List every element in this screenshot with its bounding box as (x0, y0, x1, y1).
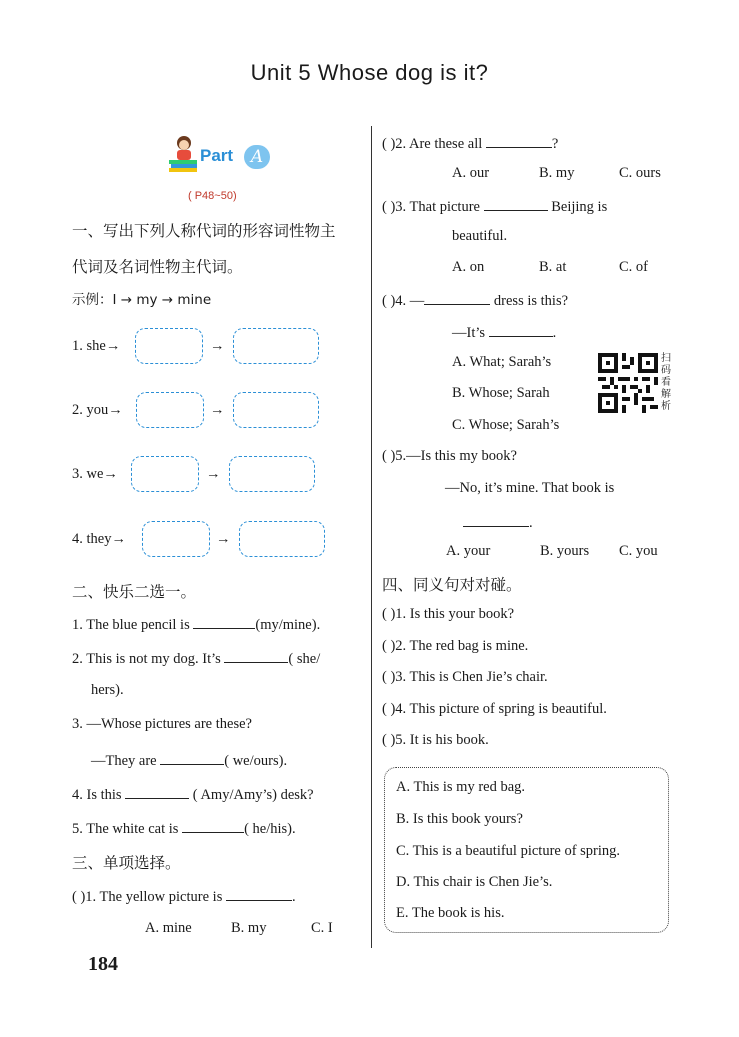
qr-scan-label: 扫码看解析 (661, 353, 671, 412)
question-text: 5. The white cat is (72, 821, 179, 837)
qr-code[interactable] (598, 353, 658, 418)
answer-box-you-2[interactable] (233, 392, 319, 428)
answer-blank[interactable] (160, 750, 224, 765)
answer-option: B. Is this book yours? (396, 811, 523, 827)
mc-option: B. my (231, 920, 267, 936)
arrow: → (206, 466, 221, 482)
question-text: dress is this? (493, 293, 569, 309)
mc-option: B. yours (540, 543, 590, 559)
choice-question-5 (72, 818, 296, 838)
answer-option: E. The book is his. (396, 905, 505, 921)
answer-option: C. This is a beautiful picture of spring. (396, 843, 621, 859)
mc-question-5-blank-line (463, 512, 533, 532)
answer-box-she-1[interactable] (135, 328, 203, 364)
qr-code-icon (598, 353, 658, 413)
answer-box-you-1[interactable] (136, 392, 204, 428)
mc-option: B. Whose; Sarah (452, 385, 550, 401)
page-reference: ( P48~50) (188, 190, 237, 202)
student-reading-icon (165, 133, 199, 173)
mc-question-3-cont: beautiful. (452, 228, 508, 244)
mc-option: C. ours (619, 165, 661, 181)
question-text: —It’s (452, 325, 486, 341)
arrow: → (216, 531, 231, 547)
answer-blank[interactable] (424, 290, 490, 305)
question-text: ( she/ (288, 651, 321, 667)
choice-question-2-cont: hers). (91, 682, 124, 698)
question-text: ( )2. Are these all (382, 136, 483, 152)
pronoun-item-she: 1. she→ (72, 338, 121, 354)
mc-question-5-reply: —No, it’s mine. That book is (445, 480, 615, 496)
answer-blank[interactable] (463, 512, 529, 527)
mc-option: A. on (452, 259, 485, 275)
question-text: . (529, 515, 533, 531)
match-item: ( )4. This picture of spring is beautiful. (382, 701, 607, 717)
question-text: ( he/his). (244, 821, 296, 837)
mc-option: A. your (446, 543, 491, 559)
answer-blank[interactable] (226, 886, 292, 901)
column-divider (371, 126, 372, 948)
mc-option: C. Whose; Sarah’s (452, 417, 560, 433)
mc-option: A. our (452, 165, 490, 181)
answer-blank[interactable] (489, 322, 553, 337)
mc-option: A. mine (145, 920, 192, 936)
answer-box-they-2[interactable] (239, 521, 325, 557)
part-letter: A (250, 147, 264, 167)
answer-blank[interactable] (182, 818, 244, 833)
match-item: ( )2. The red bag is mine. (382, 638, 529, 654)
answer-box-she-2[interactable] (233, 328, 319, 364)
question-text: 1. The blue pencil is (72, 617, 190, 633)
answer-option: D. This chair is Chen Jie’s. (396, 874, 553, 890)
section-3-heading: 三、单项选择。 (72, 854, 181, 872)
question-text: ( we/ours). (224, 753, 288, 769)
mc-question-5: ( )5.—Is this my book? (382, 448, 517, 464)
answer-option: A. This is my red bag. (396, 779, 526, 795)
example-line: 示例：I → my → mine (72, 292, 212, 308)
answer-blank[interactable] (125, 784, 189, 799)
mc-question-2 (382, 133, 558, 153)
question-text: . (552, 325, 557, 341)
question-text: ( )3. That picture (382, 199, 480, 215)
mc-option: A. What; Sarah’s (452, 354, 552, 370)
page-title: Unit 5 Whose dog is it? (250, 60, 489, 85)
mc-option: B. at (539, 259, 567, 275)
question-text: —They are (91, 753, 157, 769)
page-number: 184 (88, 953, 118, 975)
part-badge (165, 133, 199, 178)
arrow: → (210, 402, 225, 418)
question-text: 4. Is this (72, 787, 122, 803)
mc-option: C. you (619, 543, 658, 559)
question-text: (my/mine). (255, 617, 321, 633)
mc-option: C. of (619, 259, 648, 275)
choice-question-1 (72, 614, 320, 634)
answer-box-they-1[interactable] (142, 521, 210, 557)
mc-option: B. my (539, 165, 575, 181)
answer-box-we-1[interactable] (131, 456, 199, 492)
question-text: ( )1. The yellow picture is (72, 889, 223, 905)
part-label: Part (200, 146, 234, 165)
answer-blank[interactable] (486, 133, 552, 148)
match-item: ( )1. Is this your book? (382, 606, 515, 622)
mc-option: C. I (311, 920, 333, 936)
match-item: ( )3. This is Chen Jie’s chair. (382, 669, 548, 685)
section-1-heading-line1: 一、写出下列人称代词的形容词性物主 (72, 222, 336, 240)
section-1-heading-line2: 代词及名词性物主代词。 (72, 258, 243, 276)
answer-blank[interactable] (193, 614, 255, 629)
part-letter-badge (244, 145, 270, 169)
mc-question-1 (72, 886, 296, 906)
mc-question-3 (382, 196, 607, 216)
pronoun-item-they: 4. they→ (72, 531, 126, 547)
answer-box-we-2[interactable] (229, 456, 315, 492)
question-text: ? (551, 136, 559, 152)
question-text: Beijing is (551, 199, 608, 215)
pronoun-item-we: 3. we→ (72, 466, 118, 482)
choice-question-3: 3. —Whose pictures are these? (72, 716, 252, 732)
mc-question-4 (382, 290, 568, 310)
mc-question-4-reply (452, 322, 556, 342)
answer-blank[interactable] (224, 648, 288, 663)
arrow: → (210, 338, 225, 354)
question-text: ( Amy/Amy’s) desk? (192, 787, 314, 803)
section-2-heading: 二、快乐二选一。 (72, 583, 197, 601)
pronoun-item-you: 2. you→ (72, 402, 123, 418)
choice-question-2 (72, 648, 320, 668)
question-text: . (291, 889, 296, 905)
answer-blank[interactable] (484, 196, 548, 211)
choice-question-4 (72, 784, 314, 804)
question-text: 2. This is not my dog. It’s (72, 651, 221, 667)
match-item: ( )5. It is his book. (382, 732, 489, 748)
choice-question-3-answer (91, 750, 287, 770)
question-text: ( )4. — (382, 293, 425, 309)
section-4-heading: 四、同义句对对碰。 (382, 576, 522, 594)
